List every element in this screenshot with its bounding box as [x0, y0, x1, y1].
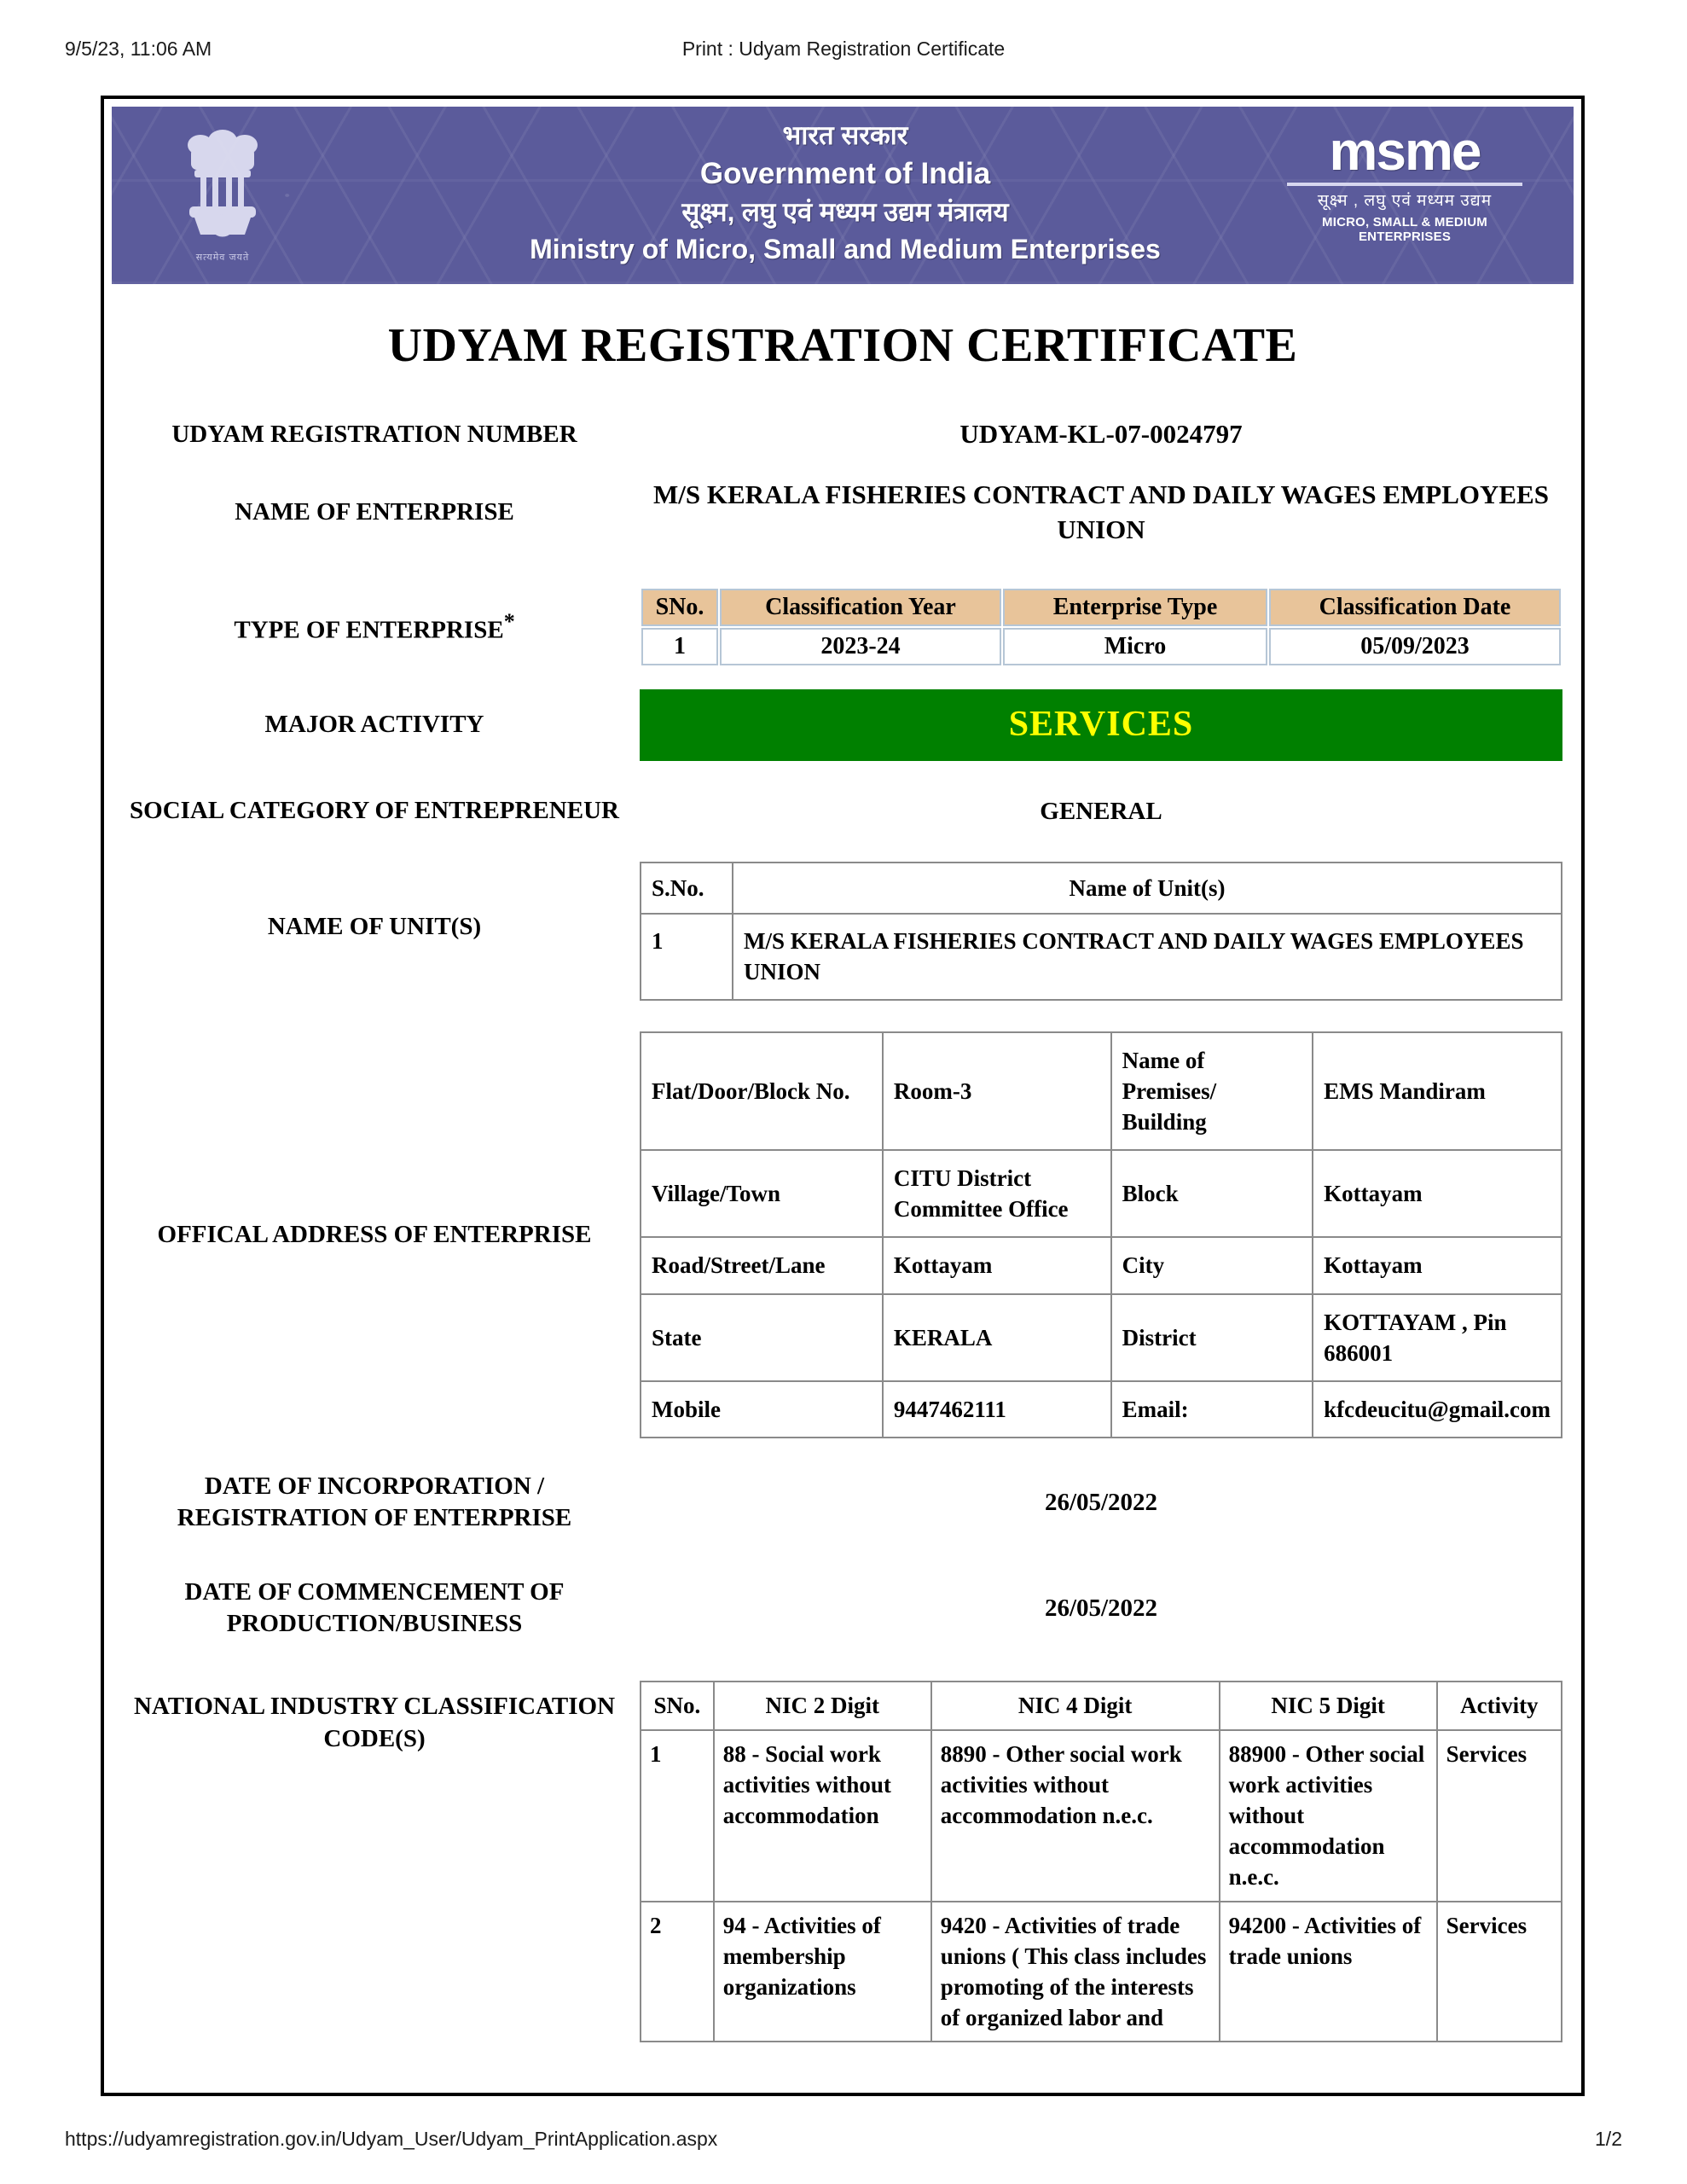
cell-nic-2-digit: 94 - Activities of membership organizations: [714, 1902, 931, 2042]
value-district: KOTTAYAM , Pin 686001: [1313, 1294, 1562, 1381]
row-official-address: [104, 1031, 1581, 1439]
column-header-nic-5-digit: NIC 5 Digit: [1220, 1682, 1437, 1729]
label-city: City: [1111, 1237, 1313, 1293]
cell-nic-4-digit: 9420 - Activities of trade unions ( This class includes promoting of the interests of organized labor and: [931, 1902, 1220, 2042]
value-block: Kottayam: [1313, 1150, 1562, 1237]
banner-english-ministry: Ministry of Micro, Small and Medium Enterprises: [530, 233, 1161, 264]
label-name-of-units: NAME OF UNIT(S): [267, 912, 482, 940]
value-road-street-lane: Kottayam: [883, 1237, 1111, 1293]
column-header-nic-2-digit: NIC 2 Digit: [714, 1682, 931, 1729]
value-state: KERALA: [883, 1294, 1111, 1381]
table-row: [641, 1294, 1562, 1381]
column-header-nic-sno: SNo.: [641, 1682, 714, 1729]
label-village-town: Village/Town: [641, 1150, 883, 1237]
table-row: [641, 914, 1562, 999]
print-header: [0, 38, 1687, 63]
value-mobile: 9447462111: [883, 1381, 1111, 1438]
banner-english-government: Government of India: [699, 156, 991, 190]
label-name-of-premises: Name of Premises/ Building: [1111, 1032, 1313, 1151]
label-udyam-registration-number: UDYAM REGISTRATION NUMBER: [171, 420, 577, 448]
column-header-nic-4-digit: NIC 4 Digit: [931, 1682, 1220, 1729]
column-header-classification-date: Classification Date: [1269, 589, 1561, 626]
column-header-unit-name: Name of Unit(s): [733, 863, 1562, 914]
address-table-wrapper: [640, 1031, 1581, 1439]
cell-classification-year: 2023-24: [720, 628, 1001, 665]
cell-nic-activity: Services: [1437, 1730, 1562, 1902]
emblem-motto: सत्यमेव जयते: [195, 253, 250, 263]
label-official-address: OFFICAL ADDRESS OF ENTERPRISE: [157, 1220, 592, 1248]
row-social-category: [104, 795, 1581, 828]
units-table: [640, 862, 1562, 1001]
label-block: Block: [1111, 1150, 1313, 1237]
label-type-of-enterprise-asterisk: *: [503, 608, 515, 634]
classification-table-wrapper: [640, 587, 1581, 667]
banner-center-text: [436, 119, 1255, 268]
row-name-of-units: [104, 862, 1581, 1001]
table-header-row: [641, 863, 1562, 914]
print-source-url: https://udyamregistration.gov.in/Udyam_User/Udyam_PrintApplication.aspx: [65, 2128, 718, 2150]
column-header-nic-activity: Activity: [1437, 1682, 1562, 1729]
label-type-of-enterprise-text: TYPE OF ENTERPRISE: [234, 616, 504, 644]
units-table-wrapper: [640, 862, 1581, 1001]
table-header-row: [641, 589, 1561, 626]
cell-unit-sno: 1: [641, 914, 733, 999]
value-social-category: GENERAL: [1040, 797, 1162, 825]
classification-table: [640, 587, 1562, 667]
address-table: [640, 1031, 1562, 1439]
label-name-of-enterprise: NAME OF ENTERPRISE: [235, 498, 514, 526]
row-type-of-enterprise: [104, 587, 1581, 667]
column-header-sno: SNo.: [641, 589, 718, 626]
cell-enterprise-type: Micro: [1003, 628, 1267, 665]
column-header-classification-year: Classification Year: [720, 589, 1001, 626]
row-name-of-enterprise: [104, 478, 1581, 548]
table-row: [641, 628, 1561, 665]
label-nic-codes: NATIONAL INDUSTRY CLASSIFICATION CODE(S): [133, 1693, 616, 1752]
value-village-town: CITU District Committee Office: [883, 1150, 1111, 1237]
label-type-of-enterprise: [104, 607, 640, 647]
certificate-page: [101, 96, 1585, 2096]
cell-nic-5-digit: 88900 - Other social work activities without accommodation n.e.c.: [1220, 1730, 1437, 1902]
value-udyam-registration-number: UDYAM-KL-07-0024797: [959, 419, 1243, 449]
row-nic-codes: [104, 1681, 1581, 2042]
label-mobile: Mobile: [641, 1381, 883, 1438]
row-udyam-registration-number: [104, 417, 1581, 452]
government-banner: [112, 107, 1574, 284]
value-email: kfcdeucitu@gmail.com: [1313, 1381, 1562, 1438]
cell-nic-4-digit: 8890 - Other social work activities without accommodation n.e.c.: [931, 1730, 1220, 1902]
value-city: Kottayam: [1313, 1237, 1562, 1293]
row-date-of-incorporation: [104, 1471, 1581, 1534]
table-row: [641, 1381, 1562, 1438]
table-row: [641, 1902, 1562, 2042]
cell-nic-sno: 2: [641, 1902, 714, 2042]
table-row: [641, 1032, 1562, 1151]
label-road-street-lane: Road/Street/Lane: [641, 1237, 883, 1293]
msme-logo-icon: [1277, 120, 1533, 245]
row-date-of-commencement: [104, 1577, 1581, 1640]
table-row: [641, 1730, 1562, 1902]
msme-logo-english: MICRO, SMALL & MEDIUM ENTERPRISES: [1322, 215, 1487, 245]
table-row: [641, 1237, 1562, 1293]
label-email: Email:: [1111, 1381, 1313, 1438]
label-social-category: SOCIAL CATEGORY OF ENTREPRENEUR: [130, 797, 619, 825]
banner-hindi-ministry: सूक्ष्म, लघु एवं मध्यम उद्यम मंत्रालय: [681, 196, 1009, 227]
label-major-activity: MAJOR ACTIVITY: [264, 711, 484, 739]
label-state: State: [641, 1294, 883, 1381]
cell-classification-date: 05/09/2023: [1269, 628, 1561, 665]
value-date-of-incorporation: 26/05/2022: [1044, 1489, 1158, 1517]
cell-sno: 1: [641, 628, 718, 665]
nic-table-wrapper: [640, 1681, 1581, 2042]
cell-nic-2-digit: 88 - Social work activities without accommodation: [714, 1730, 931, 1902]
value-name-of-enterprise: M/S KERALA FISHERIES CONTRACT AND DAILY WAGES EMPLOYEES UNION: [653, 479, 1549, 544]
major-activity-banner: SERVICES: [640, 689, 1562, 761]
msme-logo-hindi: सूक्ष्म , लघु एवं मध्यम उद्यम: [1317, 191, 1493, 210]
cell-unit-name: M/S KERALA FISHERIES CONTRACT AND DAILY WAGES EMPLOYEES UNION: [733, 914, 1562, 999]
value-name-of-premises: EMS Mandiram: [1313, 1032, 1562, 1151]
ashoka-emblem-icon: [170, 122, 275, 272]
label-flat-door-block: Flat/Door/Block No.: [641, 1032, 883, 1151]
print-footer: [0, 2128, 1687, 2153]
column-header-unit-sno: S.No.: [641, 863, 733, 914]
label-date-of-commencement: DATE OF COMMENCEMENT OF PRODUCTION/BUSINESS: [184, 1578, 565, 1638]
column-header-enterprise-type: Enterprise Type: [1003, 589, 1267, 626]
msme-logo-divider: [1287, 183, 1522, 186]
cell-nic-activity: Services: [1437, 1902, 1562, 2042]
table-header-row: [641, 1682, 1562, 1729]
label-district: District: [1111, 1294, 1313, 1381]
print-date: 9/5/23, 11:06 AM: [65, 38, 212, 60]
msme-wordmark: msme: [1329, 120, 1481, 182]
label-date-of-incorporation: DATE OF INCORPORATION / REGISTRATION OF ENTERPRISE: [177, 1472, 572, 1532]
cell-nic-5-digit: 94200 - Activities of trade unions: [1220, 1902, 1437, 2042]
cell-nic-sno: 1: [641, 1730, 714, 1902]
value-date-of-commencement: 26/05/2022: [1044, 1594, 1158, 1623]
value-flat-door-block: Room-3: [883, 1032, 1111, 1151]
banner-hindi-government: भारत सरकार: [782, 120, 908, 150]
page-title: UDYAM REGISTRATION CERTIFICATE: [387, 319, 1298, 372]
row-major-activity: [104, 689, 1581, 761]
nic-table: [640, 1681, 1562, 2042]
table-row: [641, 1150, 1562, 1237]
print-page-number: 1/2: [1595, 2128, 1622, 2150]
print-page-title: Print : Udyam Registration Certificate: [681, 38, 1006, 60]
